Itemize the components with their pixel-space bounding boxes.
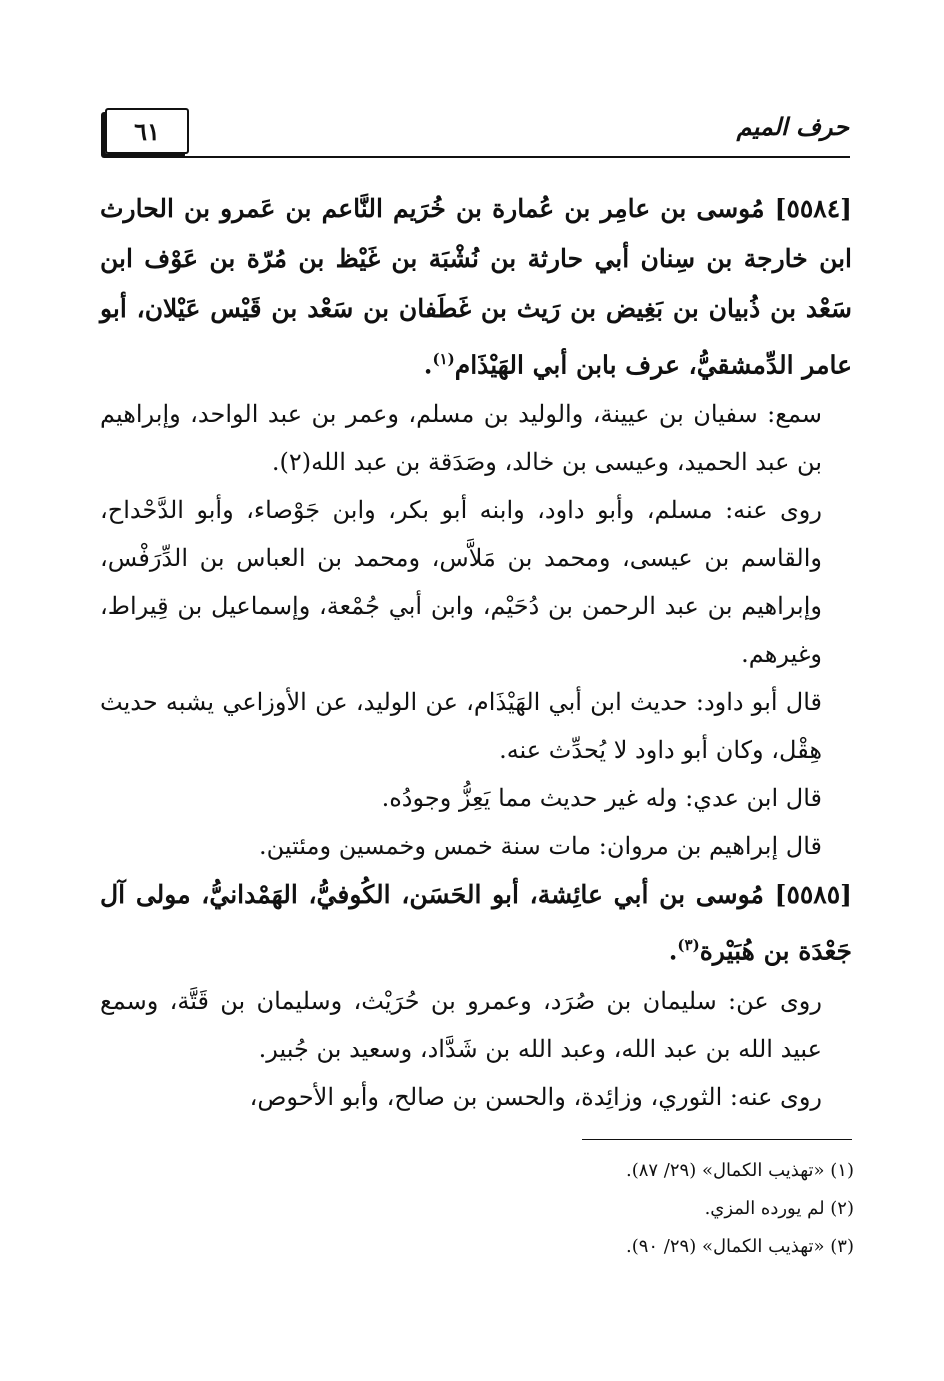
main-text — [100, 184, 852, 1121]
paragraph: قال أبو داود: حديث ابن أبي الهَيْذَام، عن الوليد، عن الأوزاعي يشبه حديث هِقْل، وكان أبو داود لا يُحدِّث عنه. — [100, 688, 822, 765]
footnote-1: (١) «تهذيب الكمال» (٢٩/ ٨٧). — [625, 1160, 854, 1181]
footnotes — [354, 1152, 854, 1266]
footnote-ref-1: (١) — [432, 350, 455, 368]
entry-heading-5584: [٥٥٨٤] مُوسى بن عامِر بن عُمارة بن خُرَيم النَّاعم بن عَمرو بن الحارث ابن خارجة بن سِنان أبي حارثة بن نُشْبَة بن غَيْظ بن مُرّة بن عَوْف ابن سَعْد بن ذُبيان بن بَغِيض بن رَيث بن غَطَفان بن سَعْد بن قَيْس عَيْلان، أبو عامر الدِّمشقيُّ، عرف بابن أبي الهَيْذَام$^{(١)}$. — [100, 194, 852, 380]
paragraph: روى عنه: الثوري، وزائِدة، والحسن بن صالح، وأبو الأحوص، — [249, 1082, 822, 1111]
paragraph: روى عن: سليمان بن صُرَد، وعمرو بن حُرَيْث، وسليمان بن قَتَّة، وسمع عبيد الله بن عبد الله، وعبد الله بن شَدَّاد، وسعيد بن جُبير. — [100, 986, 822, 1063]
page-number-box — [105, 108, 189, 154]
footnote-rule — [582, 1139, 852, 1140]
paragraph: روى عنه: مسلم، وأبو داود، وابنه أبو بكر، وابن جَوْصاء، وأبو الدَّحْداح، والقاسم بن عيسى، ومحمد بن مَلاَّس، ومحمد بن العباس بن الدِّرَفْس، وإبراهيم بن عبد الرحمن بن دُحَيْم، وابن أبي جُمْعة، وإسماعيل بن قِيراط، وغيرهم. — [100, 496, 822, 669]
page-number: ٦١ — [134, 116, 160, 146]
paragraph: سمع: سفيان بن عيينة، والوليد بن مسلم، وعمر بن عبد الواحد، وإبراهيم بن عبد الحميد، وعيسى بن خالد، وصَدَقة بن عبد الله(٢). — [100, 400, 822, 477]
footnote-ref-3: (٣) — [677, 936, 700, 955]
entry-heading-5585: [٥٥٨٥] مُوسى بن أبي عائِشة، أبو الحَسَن، الكُوفيُّ، الهَمْدانيُّ، مولى آل جَعْدَة بن هُبَيْرة$^{(٣)}$. — [100, 880, 852, 966]
paragraph: قال إبراهيم بن مروان: مات سنة خمس وخمسين ومئتين. — [259, 832, 822, 861]
paragraph: قال ابن عدي: وله غير حديث مما يَعِزُّ وجودُه. — [381, 784, 822, 813]
footnote-3: (٣) «تهذيب الكمال» (٢٩/ ٩٠). — [625, 1236, 854, 1257]
header-rule — [105, 156, 850, 158]
running-head: حرف الميم — [736, 112, 849, 141]
footnote-2: (٢) لم يورده المزي. — [704, 1198, 854, 1219]
